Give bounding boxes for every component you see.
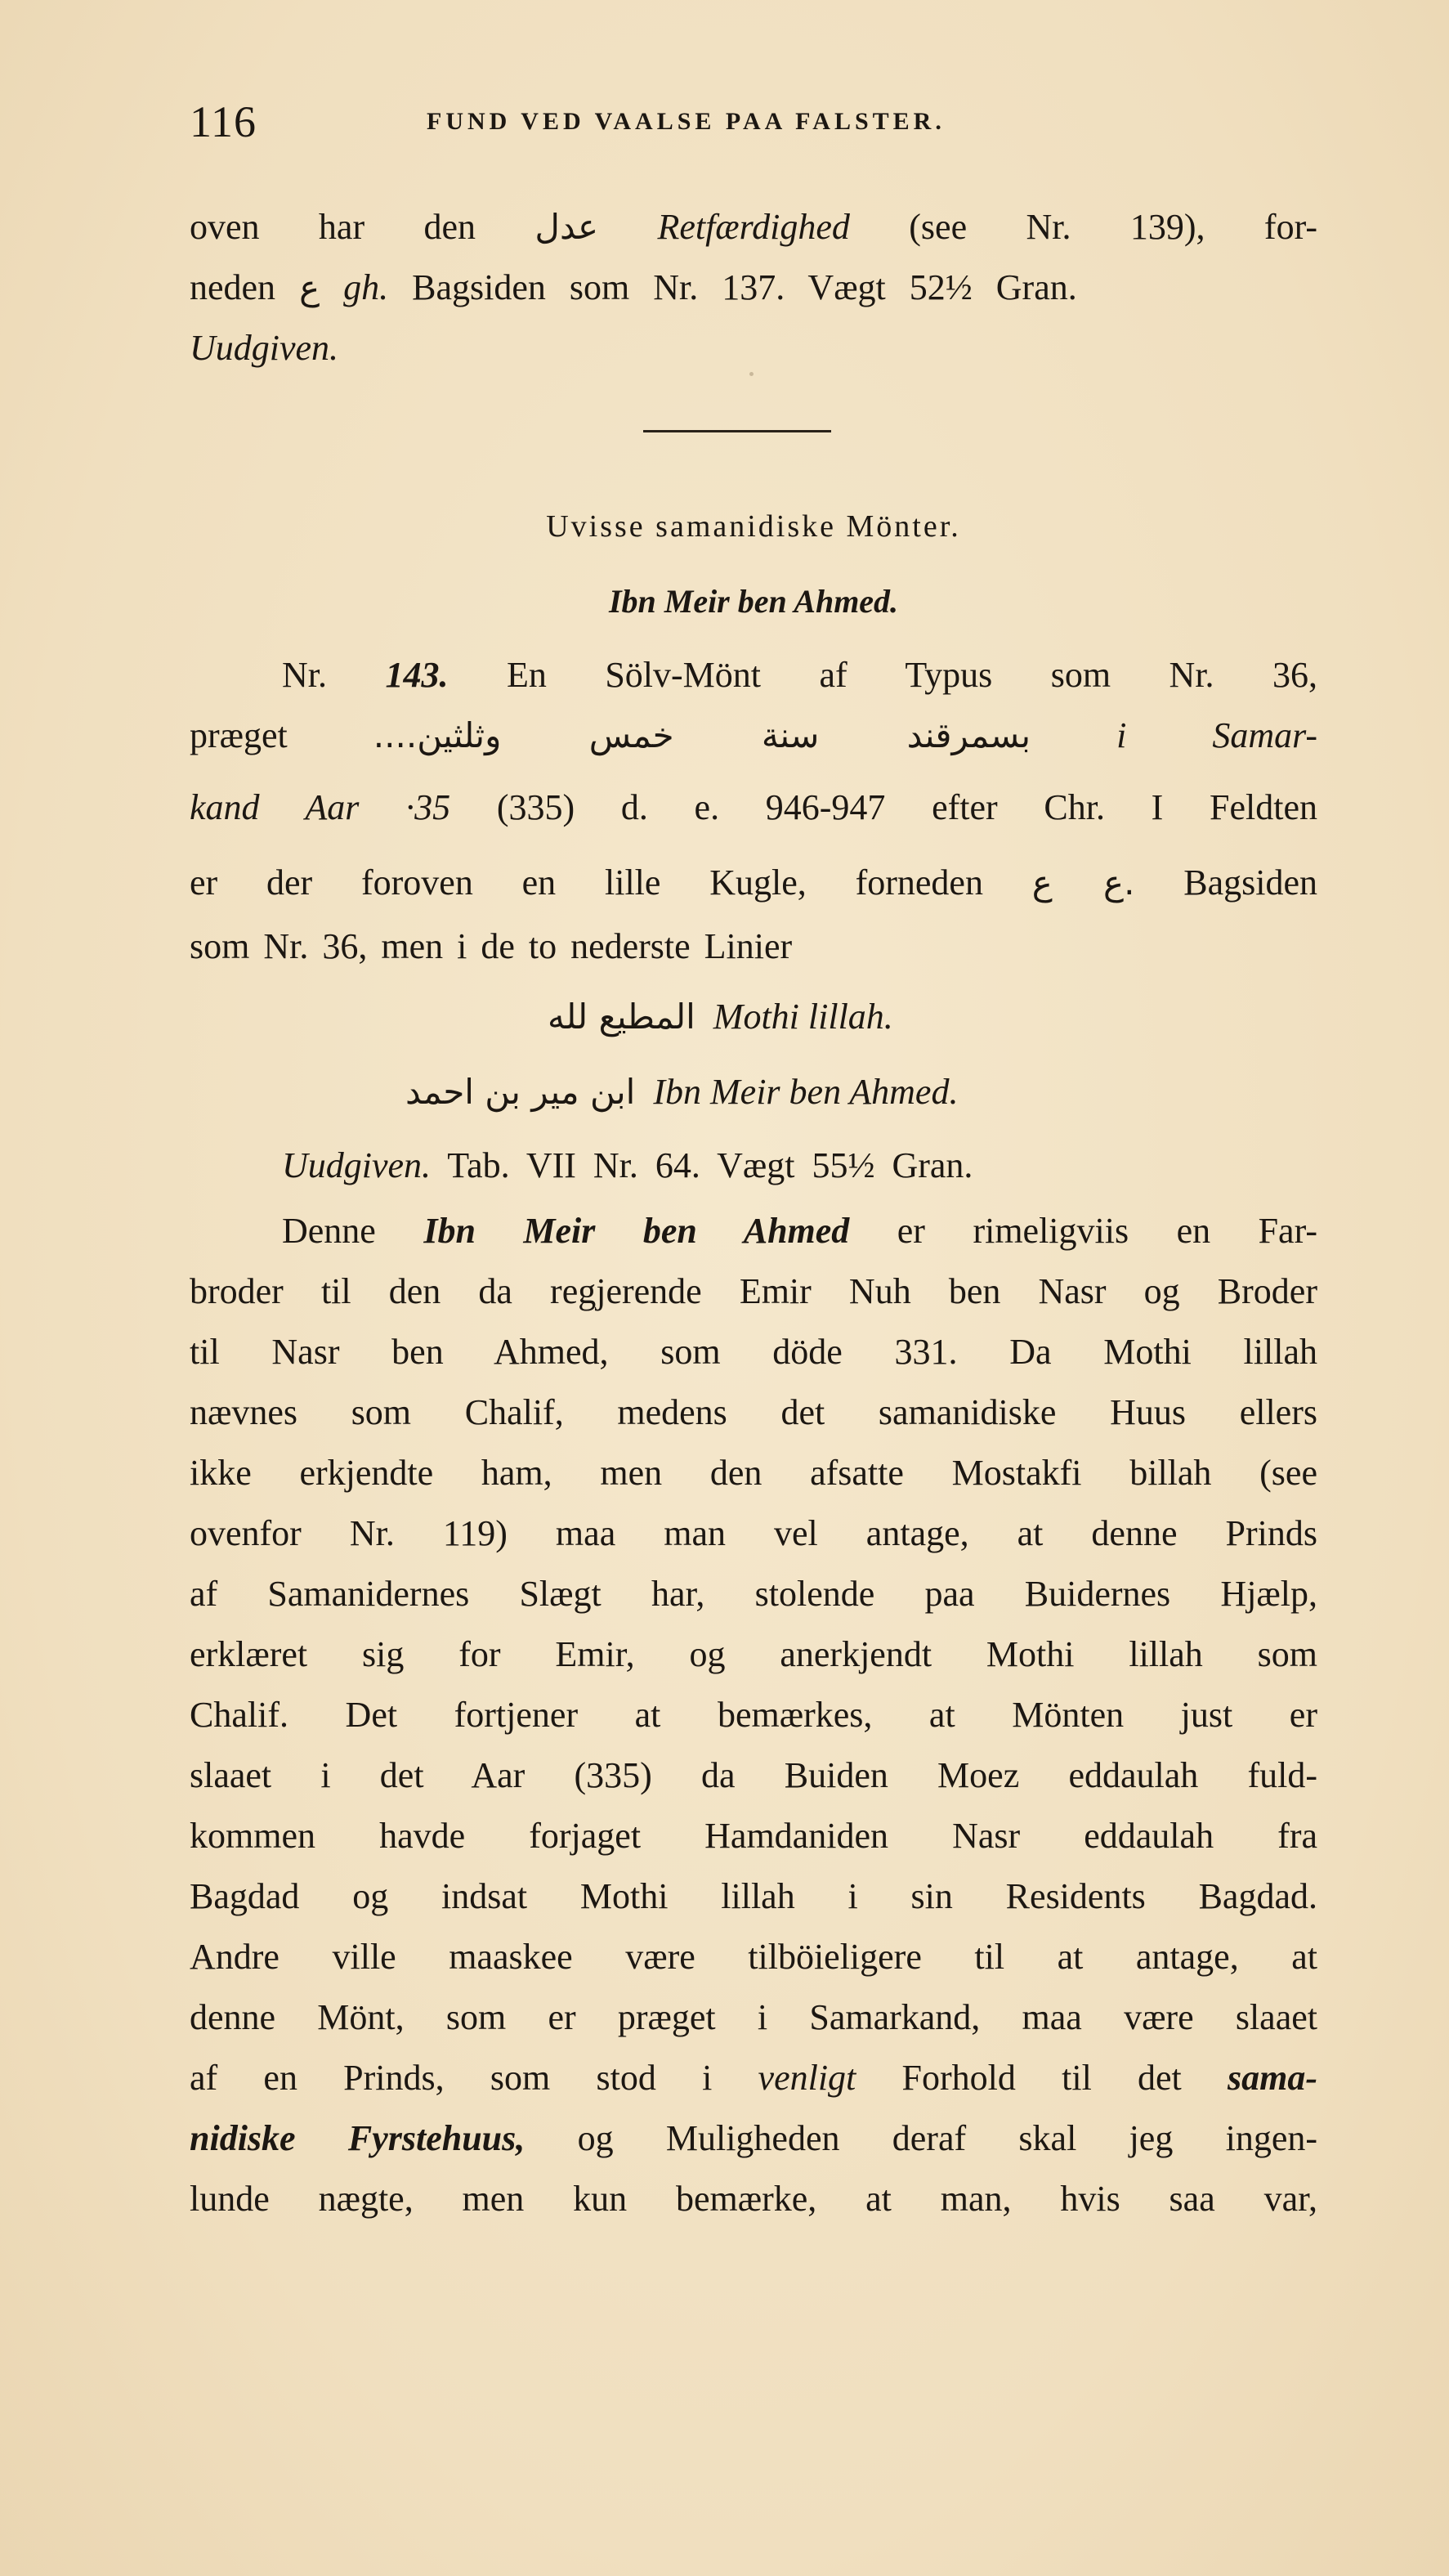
entry-line: Nr. 143. En Sölv-Mönt af Typus som Nr. 36,: [282, 655, 1318, 695]
entry-line: som Nr. 36, men i de to nederste Linier: [190, 926, 793, 966]
page-header: [190, 96, 1317, 146]
paragraph-line: nævnes som Chalif, medens det samanidiske Huus ellers: [190, 1392, 1317, 1432]
text-line: Uudgiven.: [190, 328, 339, 368]
paragraph-line: slaaet i det Aar (335) da Buiden Moez eddaulah fuld-: [190, 1755, 1317, 1795]
paper-speck: [749, 372, 754, 376]
paragraph-line: lunde nægte, men kun bemærke, at man, hvis saa var,: [190, 2179, 1317, 2219]
arabic-word: عدل: [534, 207, 599, 247]
paragraph-line: nidiske Fyrstehuus, og Muligheden deraf skal jeg ingen-: [190, 2118, 1318, 2158]
paragraph-line: broder til den da regjerende Emir Nuh ben Nasr og Broder: [190, 1271, 1317, 1311]
paragraph-line: ovenfor Nr. 119) maa man vel antage, at denne Prinds: [190, 1513, 1317, 1553]
paragraph-line: denne Mönt, som er præget i Samarkand, maa være slaaet: [190, 1997, 1317, 2037]
text-line: neden ع gh. Bagsiden som Nr. 137. Vægt 52½ Gran.: [190, 267, 1077, 307]
arabic-legend: ....بسمرقند سنة خمس وثلثين: [373, 715, 1031, 755]
paragraph-line: af Samanidernes Slægt har, stolende paa Buidernes Hjælp,: [190, 1574, 1317, 1614]
arabic-legend: المطيع لله: [548, 997, 695, 1037]
section-divider: [643, 430, 831, 432]
entry-line: Uudgiven. Tab. VII Nr. 64. Vægt 55½ Gran.: [282, 1145, 973, 1185]
running-head: FUND VED VAALSE PAA FALSTER.: [427, 108, 946, 135]
entry-line: er der foroven en lille Kugle, forneden ع ع. Bagsiden: [190, 862, 1318, 903]
section-subheading: Ibn Meir ben Ahmed.: [608, 583, 899, 620]
entry-line: præget ....بسمرقند سنة خمس وثلثين i Samar-: [190, 715, 1317, 755]
paragraph-line: Andre ville maaskee være tilböieligere til at antage, at: [190, 1937, 1317, 1977]
paragraph-line: Chalif. Det fortjener at bemærkes, at Mönten just er: [190, 1695, 1317, 1735]
arabic-letters: ع ع.: [1031, 862, 1135, 903]
paragraph-line: erklæret sig for Emir, og anerkjendt Mothi lillah som: [190, 1634, 1317, 1674]
section-heading: Uvisse samanidiske Mönter.: [546, 509, 961, 544]
paragraph-line: Denne Ibn Meir ben Ahmed er rimeligviis en Far-: [282, 1211, 1317, 1251]
paragraph-line: af en Prinds, som stod i venligt Forhold til det sama-: [190, 2058, 1318, 2098]
page-number: 116: [190, 97, 257, 146]
arabic-legend: ابن مير بن احمد: [405, 1072, 636, 1112]
entry-line: kand Aar ·35 (335) d. e. 946-947 efter Chr. I Feldten: [190, 787, 1318, 827]
paragraph-line: Bagdad og indsat Mothi lillah i sin Residents Bagdad.: [190, 1876, 1317, 1916]
paragraph-line: ikke erkjendte ham, men den afsatte Mostakfi billah (see: [190, 1453, 1317, 1493]
text-line: oven har den عدل Retfærdighed (see Nr. 139), for-: [190, 207, 1318, 247]
entry-line: ابن مير بن احمد Ibn Meir ben Ahmed.: [405, 1072, 959, 1112]
entry-line: المطيع لله Mothi lillah.: [548, 997, 893, 1037]
paragraph-line: kommen havde forjaget Hamdaniden Nasr eddaulah fra: [190, 1816, 1317, 1856]
arabic-letter: ع: [299, 267, 320, 307]
paragraph-line: til Nasr ben Ahmed, som döde 331. Da Mothi lillah: [190, 1332, 1317, 1372]
